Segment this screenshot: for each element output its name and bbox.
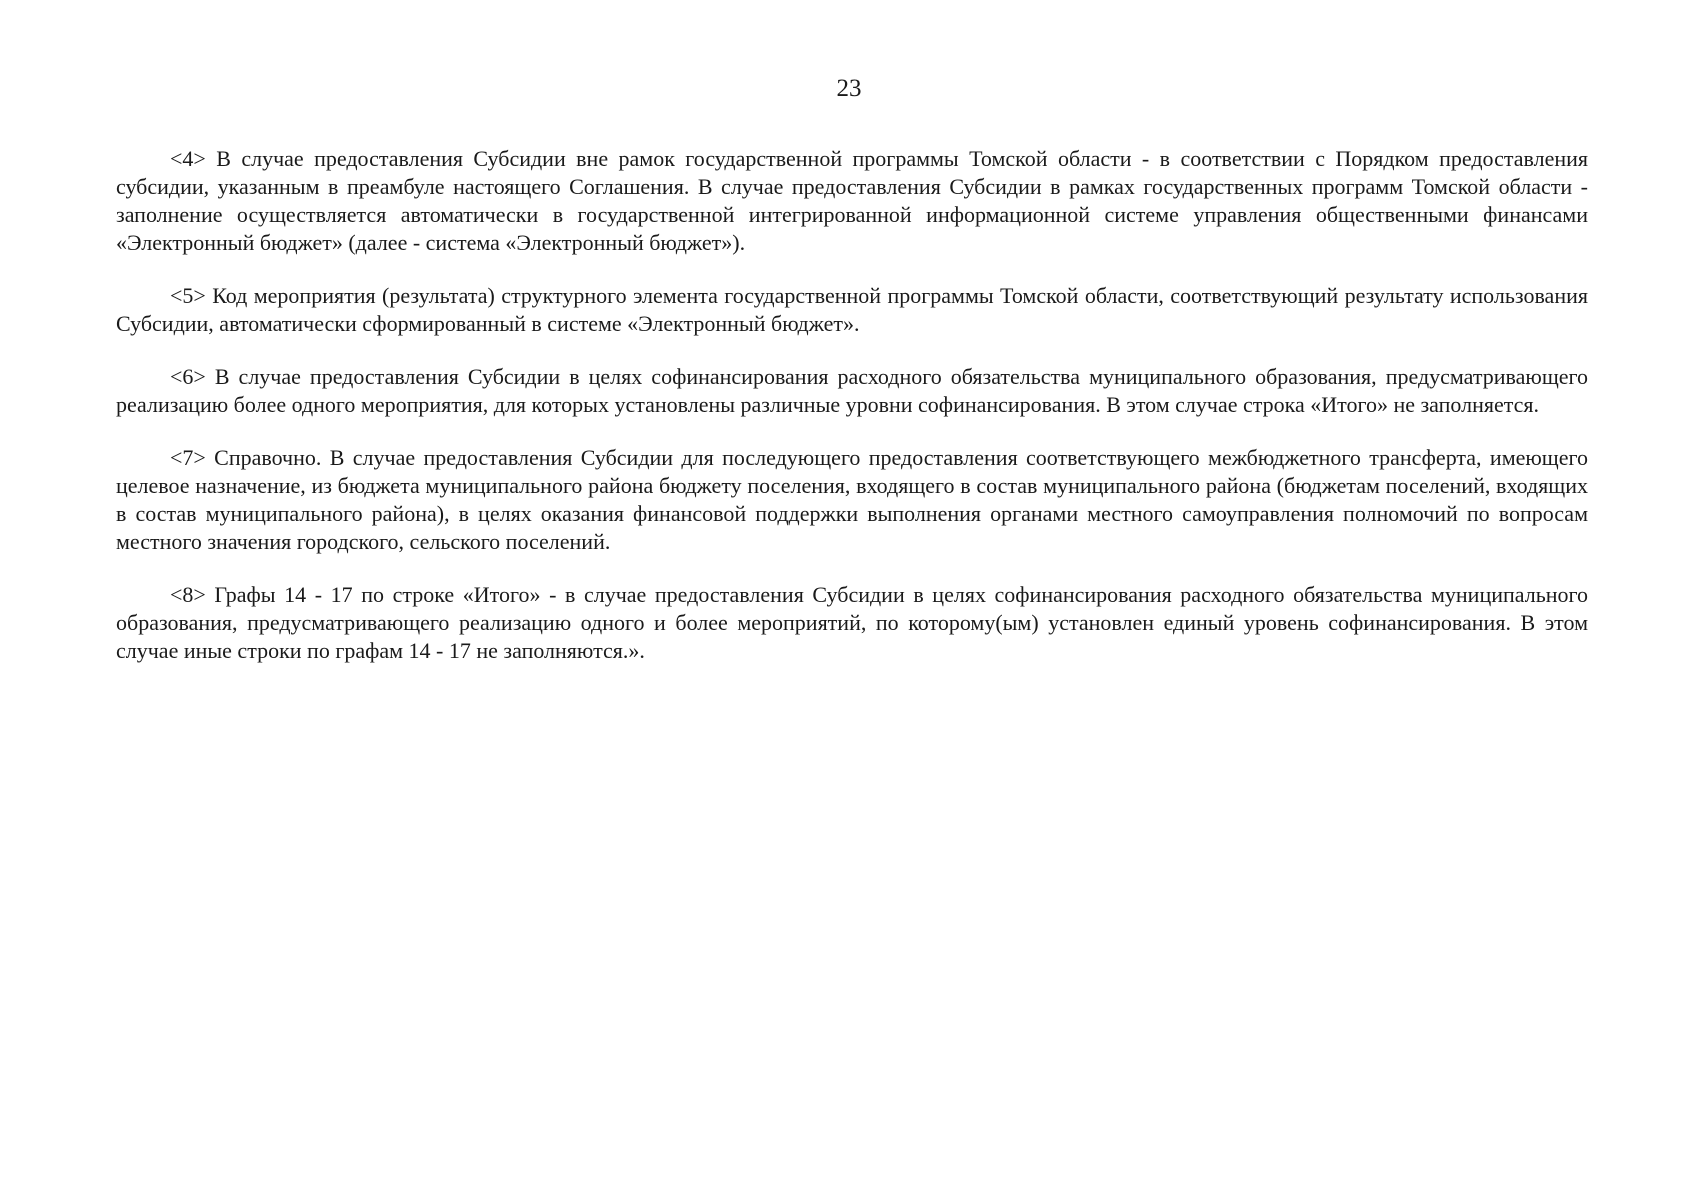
footnote-7: <7> Справочно. В случае предоставления Субсидии для последующего предоставления соответствующего межбюджетного трансферта, имеющего целевое назначение, из бюджета муниципального района бюджету поселения, входящего в состав муниципального района (бюджетам поселений, входящих в состав муниципального района), в целях оказания финансовой поддержки выполнения органами местного самоуправления полномочий по вопросам местного значения городского, сельского поселений.	[116, 445, 1588, 554]
page-number: 23	[836, 75, 862, 102]
footnote-8: <8> Графы 14 - 17 по строке «Итого» - в случае предоставления Субсидии в целях софинансирования расходного обязательства муниципального образования, предусматривающего реализацию одного и более мероприятий, по которому(ым) установлен единый уровень софинансирования. В этом случае иные строки по графам 14 - 17 не заполняются.».	[116, 582, 1588, 663]
footnote-5: <5> Код мероприятия (результата) структурного элемента государственной программы Томской области, соответствующий результату использования Субсидии, автоматически сформированный в системе «Электронный бюджет».	[116, 283, 1588, 336]
footnotes-section	[116, 145, 1588, 690]
footnote-6: <6> В случае предоставления Субсидии в целях софинансирования расходного обязательства муниципального образования, предусматривающего реализацию более одного мероприятия, для которых установлены различные уровни софинансирования. В этом случае строка «Итого» не заполняется.	[116, 364, 1588, 417]
footnote-4: <4> В случае предоставления Субсидии вне рамок государственной программы Томской области - в соответствии с Порядком предоставления субсидии, указанным в преамбуле настоящего Соглашения. В случае предоставления Субсидии в рамках государственных программ Томской области - заполнение осуществляется автоматически в государственной интегрированной информационной системе управления общественными финансами «Электронный бюджет» (далее - система «Электронный бюджет»).	[116, 146, 1588, 255]
